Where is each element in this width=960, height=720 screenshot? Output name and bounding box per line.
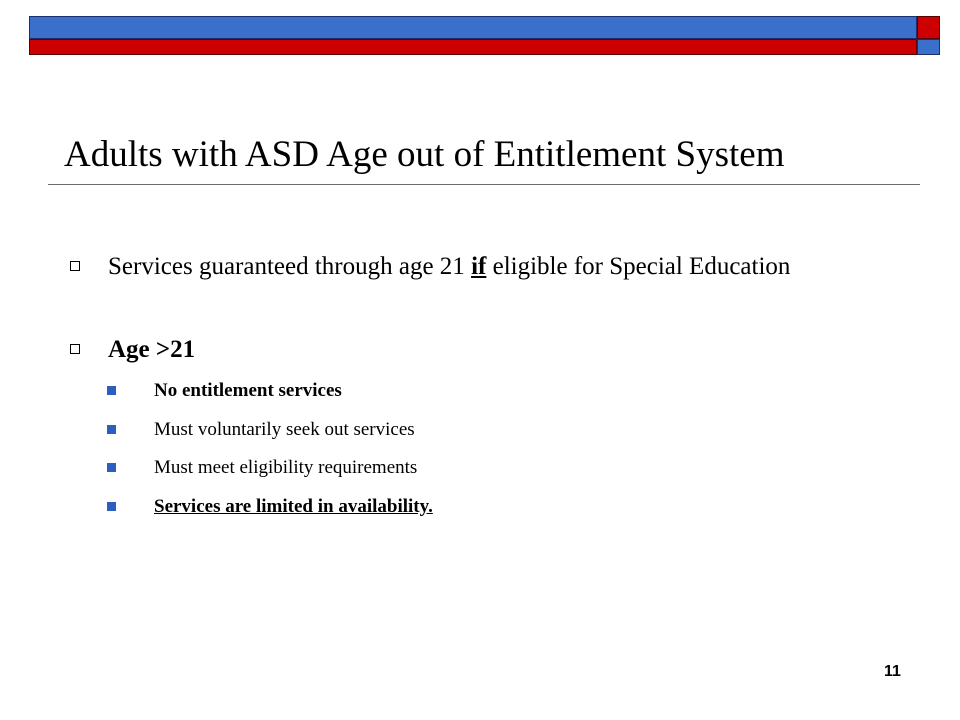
hollow-square-bullet-icon <box>70 344 80 354</box>
filled-square-bullet-icon <box>107 386 116 395</box>
emphasized-if: if <box>471 253 487 280</box>
title-divider <box>48 184 920 185</box>
sub-bullet-text: Services are limited in availability. <box>154 496 433 517</box>
page-number: 11 <box>884 663 901 680</box>
sub-bullet-text: Must voluntarily seek out services <box>154 419 415 440</box>
bullet-text: Age >21 <box>108 336 196 363</box>
bullet-text-part: eligible for Special Education <box>486 253 791 280</box>
filled-square-bullet-icon <box>107 463 116 472</box>
header-bar-blue <box>29 16 917 39</box>
header-bar-red <box>29 39 917 55</box>
hollow-square-bullet-icon <box>70 261 80 271</box>
filled-square-bullet-icon <box>107 502 116 511</box>
bullet-text-part: Services guaranteed through age 21 <box>108 253 472 280</box>
slide-title: Adults with ASD Age out of Entitlement System <box>64 134 785 175</box>
sub-bullet-text: No entitlement services <box>154 380 342 401</box>
header-square-red <box>917 16 940 39</box>
header-square-blue <box>917 39 940 55</box>
sub-bullet-text: Must meet eligibility requirements <box>154 457 418 478</box>
filled-square-bullet-icon <box>107 425 116 434</box>
bullet-text <box>108 250 888 284</box>
